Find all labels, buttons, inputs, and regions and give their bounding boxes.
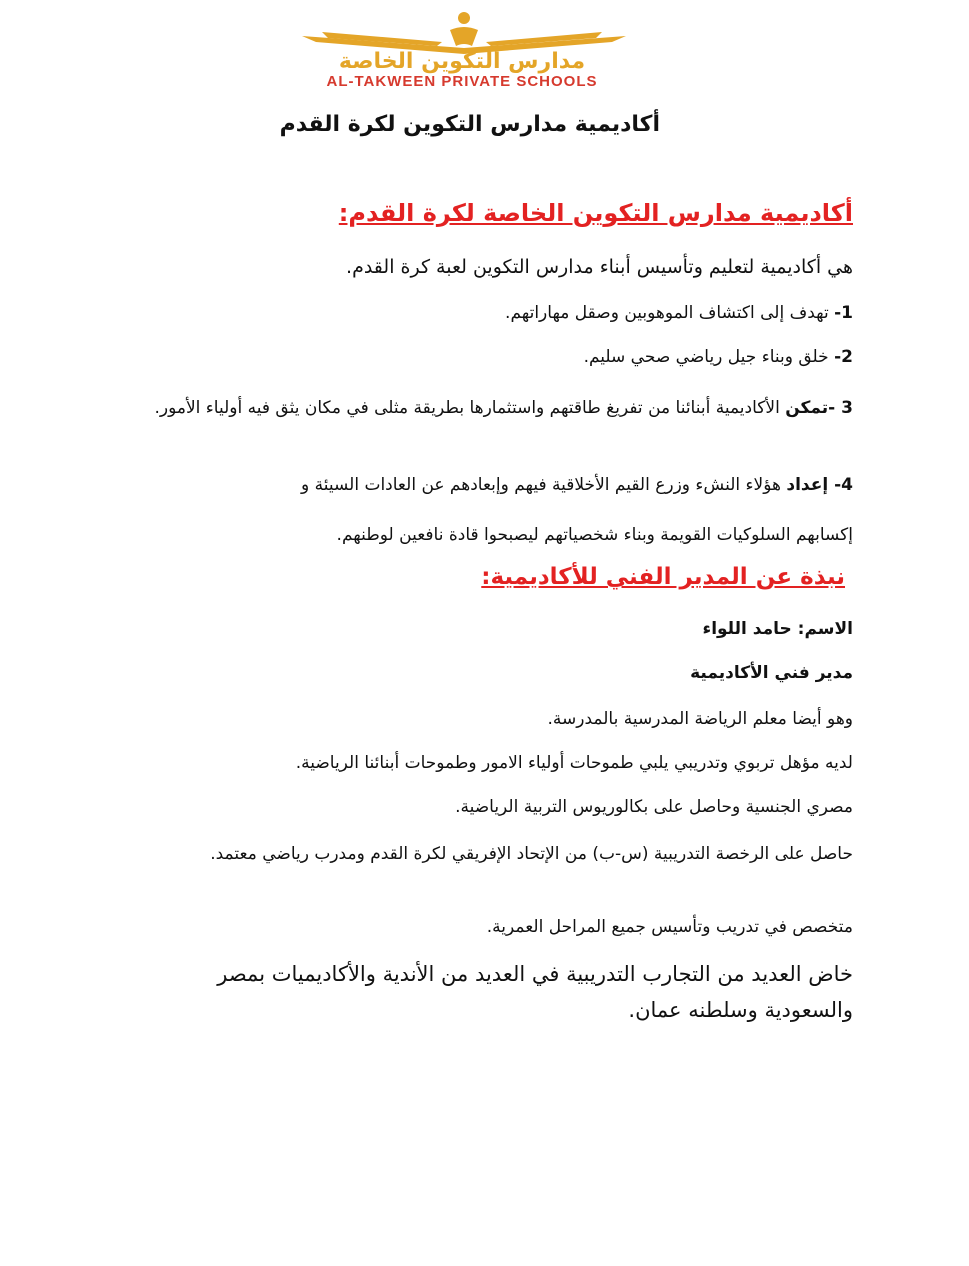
- item-text: هؤلاء النشء وزرع القيم الأخلاقية فيهم وإبعادهم عن العادات السيئة و: [301, 475, 787, 495]
- section1-intro: هي أكاديمية لتعليم وتأسيس أبناء مدارس التكوين لعبة كرة القدم.: [346, 256, 853, 278]
- bio-line-5: متخصص في تدريب وتأسيس جميع المراحل العمرية.: [486, 917, 853, 937]
- item-text: خلق وبناء جيل رياضي صحي سليم.: [583, 347, 835, 367]
- list-item-3: [108, 392, 853, 424]
- item-keyword: تمكن: [785, 398, 829, 418]
- section2-heading: نبذة عن المدير الفني للأكاديمية:: [481, 564, 845, 590]
- director-name: [153, 616, 853, 642]
- item-number: 2-: [834, 347, 853, 367]
- list-item-4: [93, 472, 853, 498]
- page-title: أكاديمية مدارس التكوين لكرة القدم: [279, 112, 660, 137]
- section1-heading: أكاديمية مدارس التكوين الخاصة لكرة القدم:: [338, 199, 853, 227]
- bio-line-6: خاض العديد من التجارب التدريبية في العديد من الأندية والأكاديميات بمصر والسعودية وسلطنه عمان.: [217, 962, 853, 1022]
- item-text: تهدف إلى اكتشاف الموهوبين وصقل مهاراتهم.: [505, 303, 835, 323]
- list-item-1: [93, 300, 853, 326]
- bio-line-4: حاصل على الرخصة التدريبية (س-ب) من الإتحاد الإفريقي لكرة القدم ومدرب رياضي معتمد.: [210, 844, 853, 864]
- name-value: حامد اللواء: [702, 619, 798, 639]
- list-item-2: [93, 344, 853, 370]
- bio-line-2: لديه مؤهل تربوي وتدريبي يلبي طموحات أولياء الامور وطموحات أبنائنا الرياضية.: [295, 753, 853, 773]
- logo-english-name: AL-TAKWEEN PRIVATE SCHOOLS: [326, 73, 598, 90]
- item-keyword: إعداد: [786, 475, 835, 495]
- name-label: الاسم:: [797, 619, 853, 639]
- item-number: 4-: [834, 475, 853, 495]
- item-number: 1-: [834, 303, 853, 323]
- item-text: الأكاديمية أبنائنا من تفريغ طاقتهم واستثمارها بطريقة مثلى في مكان يثق فيه أولياء الأمور.: [154, 398, 786, 418]
- school-logo: [232, 8, 692, 90]
- logo-arabic-name: مدارس التكوين الخاصة: [338, 49, 586, 74]
- bio-line-1: وهو أيضا معلم الرياضة المدرسية بالمدرسة.: [547, 709, 853, 729]
- item-number: 3 -: [828, 398, 853, 418]
- bio-line-3: مصري الجنسية وحاصل على بكالوريوس التربية الرياضية.: [455, 797, 853, 817]
- open-book-icon: [232, 8, 692, 54]
- list-item-4-continued: إكسابهم السلوكيات القويمة وبناء شخصياتهم ليصبحوا قادة نافعين لوطنهم.: [336, 525, 853, 545]
- director-role: مدير فني الأكاديمية: [690, 663, 853, 683]
